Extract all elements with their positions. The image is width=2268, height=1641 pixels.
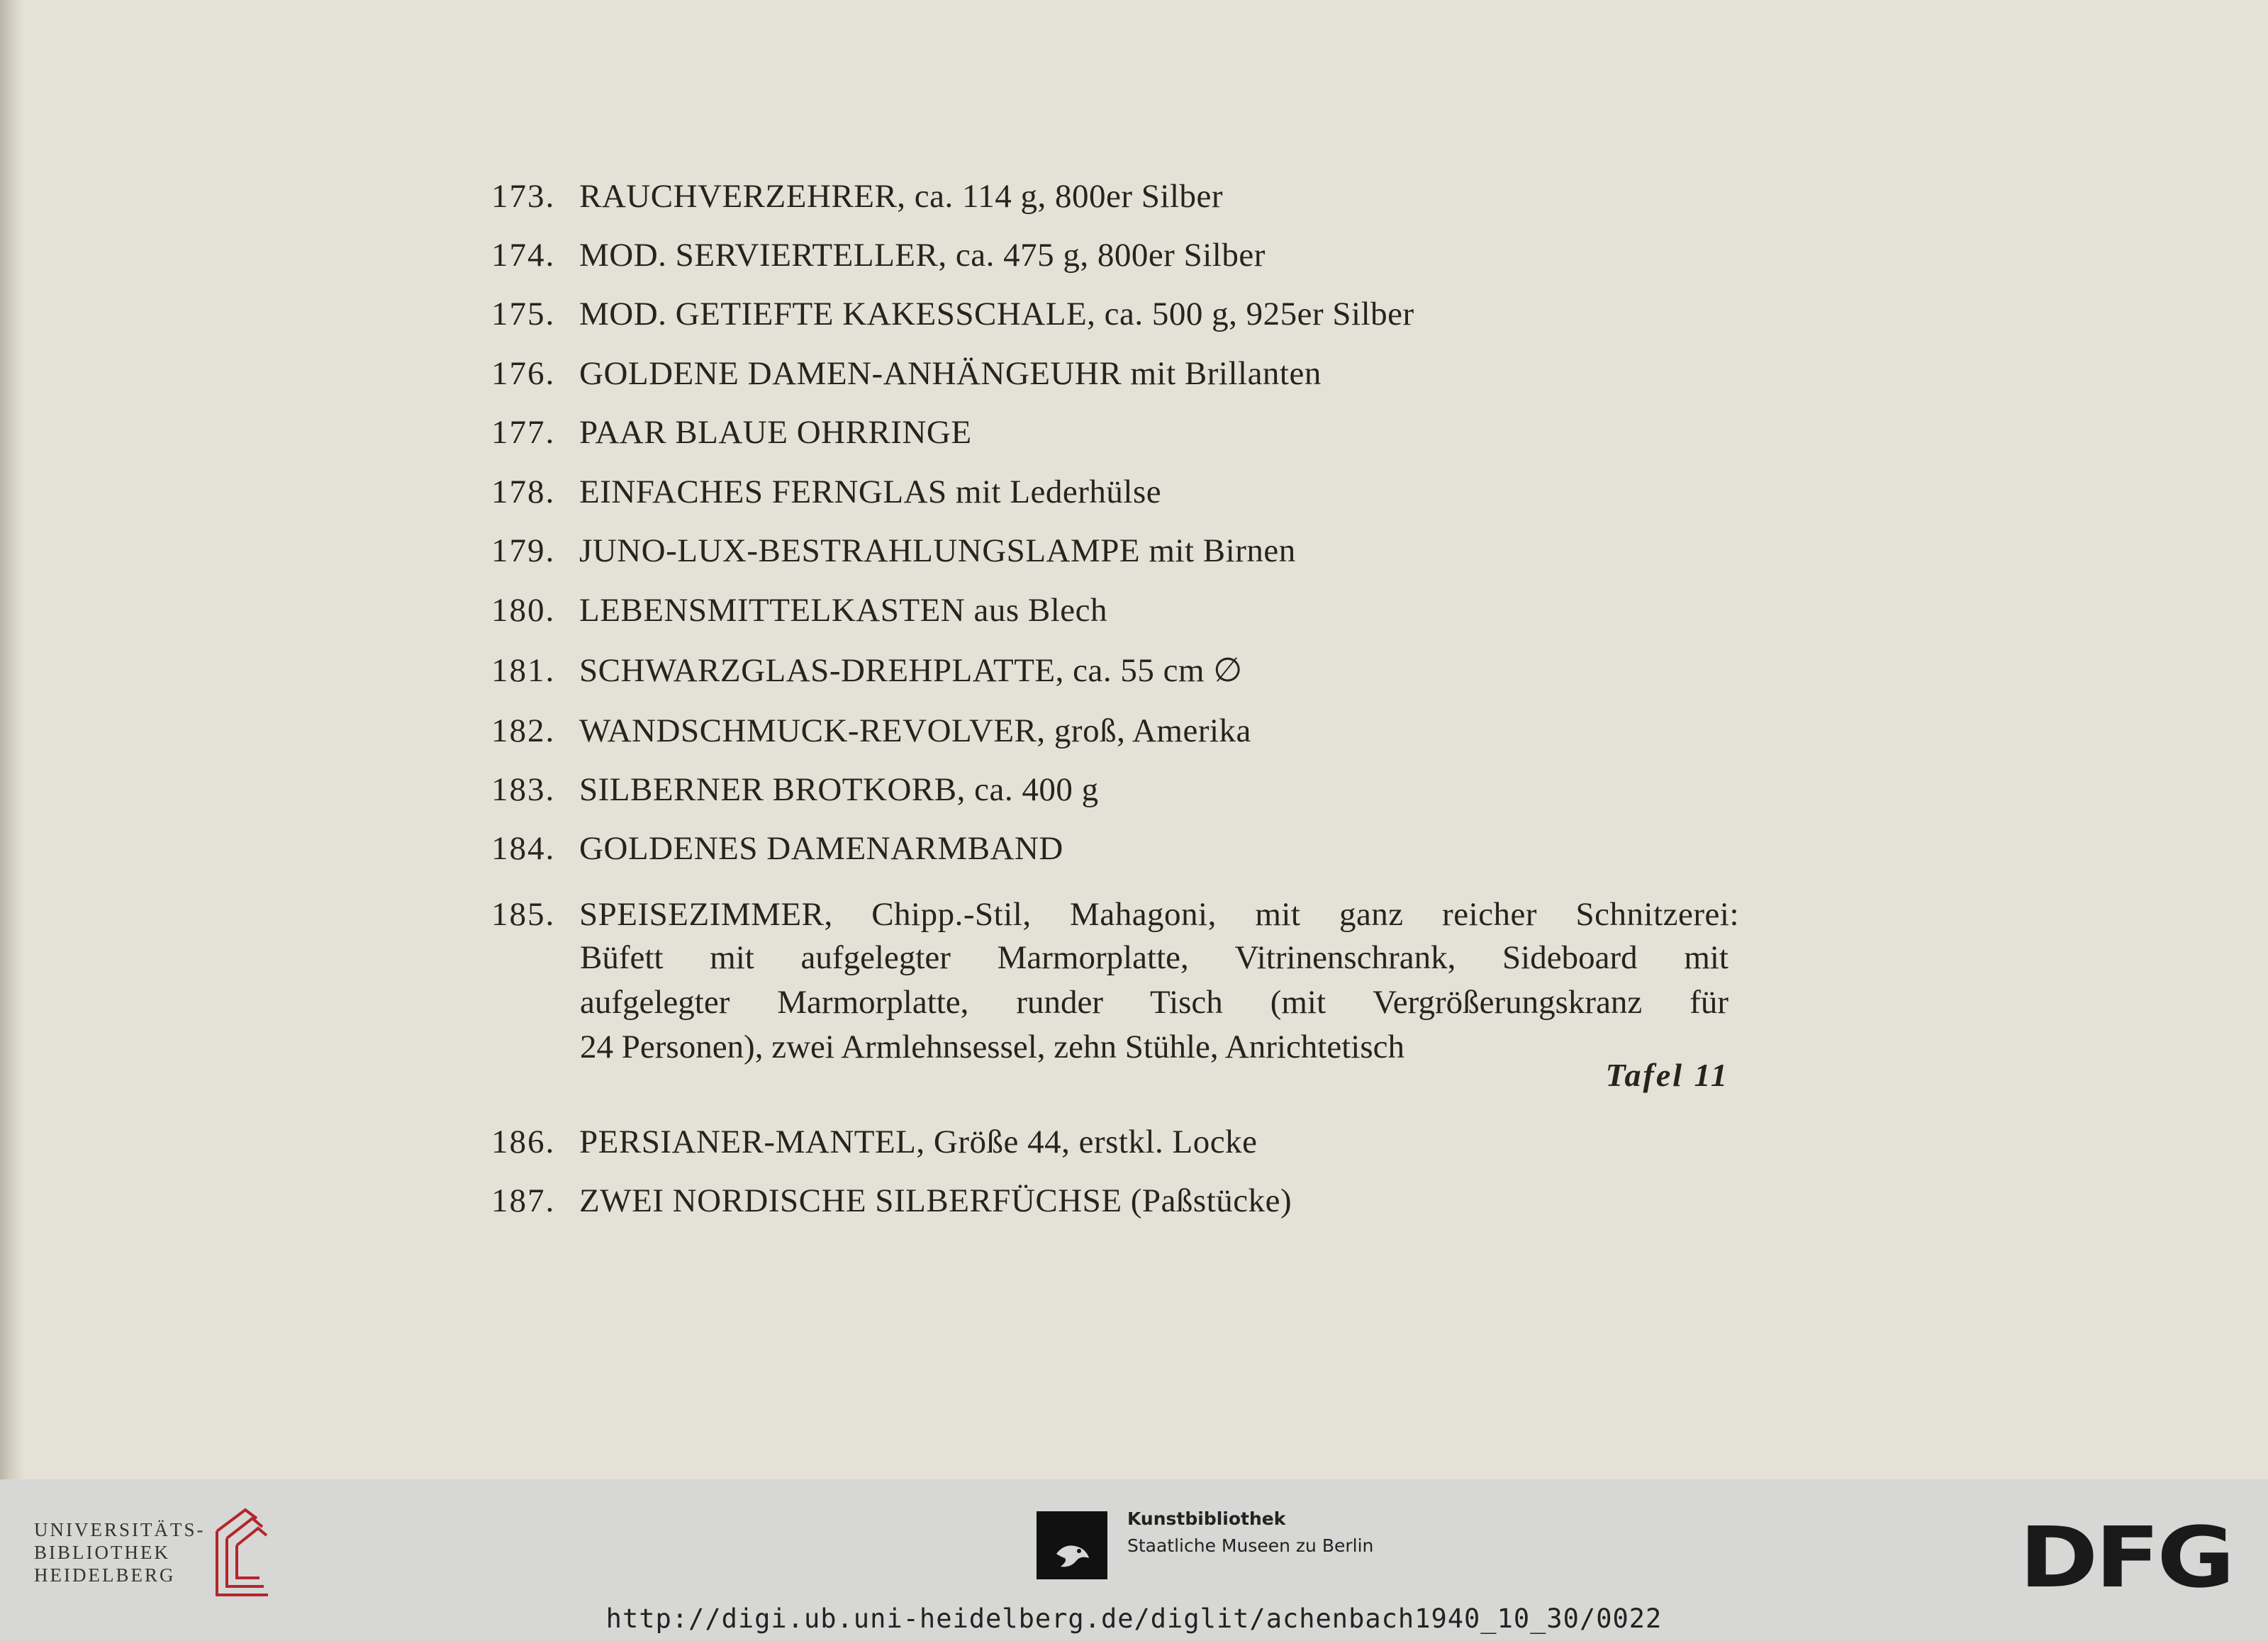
entry-number: 175.	[491, 296, 556, 332]
entry-detail: ca. 55 cm ∅	[1063, 652, 1243, 689]
entry-number: 186.	[491, 1124, 556, 1160]
entry-title: MOD. SERVIERTELLER,	[579, 237, 947, 274]
entry-detail: (Paßstücke)	[1122, 1182, 1292, 1219]
entry-number: 177.	[491, 414, 556, 451]
entry-title: PERSIANER-MANTEL,	[579, 1124, 925, 1160]
entry-number: 173.	[491, 178, 556, 215]
entry-number: 178.	[491, 474, 556, 510]
entry-detail: ca. 400 g	[965, 771, 1099, 808]
university-library-logo[interactable]	[34, 1503, 289, 1602]
entry-title: WANDSCHMUCK-REVOLVER,	[579, 712, 1046, 749]
entry-detail: Größe 44, erstkl. Locke	[924, 1124, 1258, 1160]
description-line: Büfett mit aufgelegter Marmorplatte, Vitrinenschrank, Sideboard mit	[580, 939, 1728, 976]
entry-title: MOD. GETIEFTE KAKESSCHALE,	[579, 296, 1096, 332]
entry-title: EINFACHES FERNGLAS	[579, 474, 947, 510]
entry-detail: ca. 500 g, 925er Silber	[1095, 296, 1414, 332]
entry-number: 187.	[491, 1182, 556, 1219]
dfg-logo[interactable]	[2019, 1517, 2239, 1595]
entry-number: 185.	[491, 896, 556, 933]
source-url-link[interactable]: http://digi.ub.uni-heidelberg.de/diglit/achenbach1940_10_30/0022	[605, 1603, 1663, 1634]
entry-detail: groß, Amerika	[1045, 712, 1251, 749]
kunstbibliothek-eagle-icon	[1037, 1511, 1107, 1582]
entry-number: 181.	[491, 652, 556, 689]
kunstbibliothek-logo[interactable]	[1037, 1508, 1476, 1586]
ub-heidelberg-mark-icon	[204, 1503, 282, 1602]
university-library-wordmark: UNIVERSITÄTS- BIBLIOTHEK HEIDELBERG	[34, 1519, 206, 1586]
entry-title: SPEISEZIMMER,	[579, 896, 833, 933]
description-line: aufgelegter Marmorplatte, runder Tisch (mit Vergrößerungskranz für	[580, 984, 1728, 1021]
entry-number: 176.	[491, 355, 556, 392]
entry-detail: ca. 114 g, 800er Silber	[905, 178, 1224, 215]
description-line: 24 Personen), zwei Armlehnsessel, zehn Stühle, Anrichtetisch	[580, 1029, 1404, 1065]
entry-number: 183.	[491, 771, 556, 808]
entry-title: SILBERNER BROTKORB,	[579, 771, 966, 808]
entry-185-description	[580, 936, 1728, 1070]
entry-number: 184.	[491, 830, 556, 867]
entry-title: LEBENSMITTELKASTEN	[579, 592, 966, 629]
entry-title: GOLDENE DAMEN-ANHÄNGEUHR	[579, 355, 1122, 392]
entry-detail: ca. 475 g, 800er Silber	[946, 237, 1266, 274]
entry-detail: mit Birnen	[1140, 532, 1296, 569]
entry-detail: Chipp.-Stil, Mahagoni, mit ganz reicher Schnitzerei:	[832, 896, 1739, 933]
plate-reference: Tafel 11	[1605, 1057, 1729, 1093]
entry-title: PAAR BLAUE OHRRINGE	[579, 414, 972, 451]
entry-detail: mit Brillanten	[1122, 355, 1322, 392]
kunstbibliothek-subtitle: Staatliche Museen zu Berlin	[1127, 1535, 1374, 1556]
dfg-wordmark: DFG	[2019, 1517, 2232, 1595]
entry-number: 182.	[491, 712, 556, 749]
entry-detail: aus Blech	[965, 592, 1108, 629]
kunstbibliothek-name: Kunstbibliothek	[1127, 1508, 1286, 1529]
entry-number: 180.	[491, 592, 556, 629]
entry-title: SCHWARZGLAS-DREHPLATTE,	[579, 652, 1064, 689]
entry-number: 179.	[491, 532, 556, 569]
entry-title: RAUCHVERZEHRER,	[579, 178, 906, 215]
entry-title: ZWEI NORDISCHE SILBERFÜCHSE	[579, 1182, 1122, 1219]
entry-detail: mit Lederhülse	[946, 474, 1162, 510]
entry-title: JUNO-LUX-BESTRAHLUNGSLAMPE	[579, 532, 1141, 569]
entry-title: GOLDENES DAMENARMBAND	[579, 830, 1063, 867]
entry-number: 174.	[491, 237, 556, 274]
